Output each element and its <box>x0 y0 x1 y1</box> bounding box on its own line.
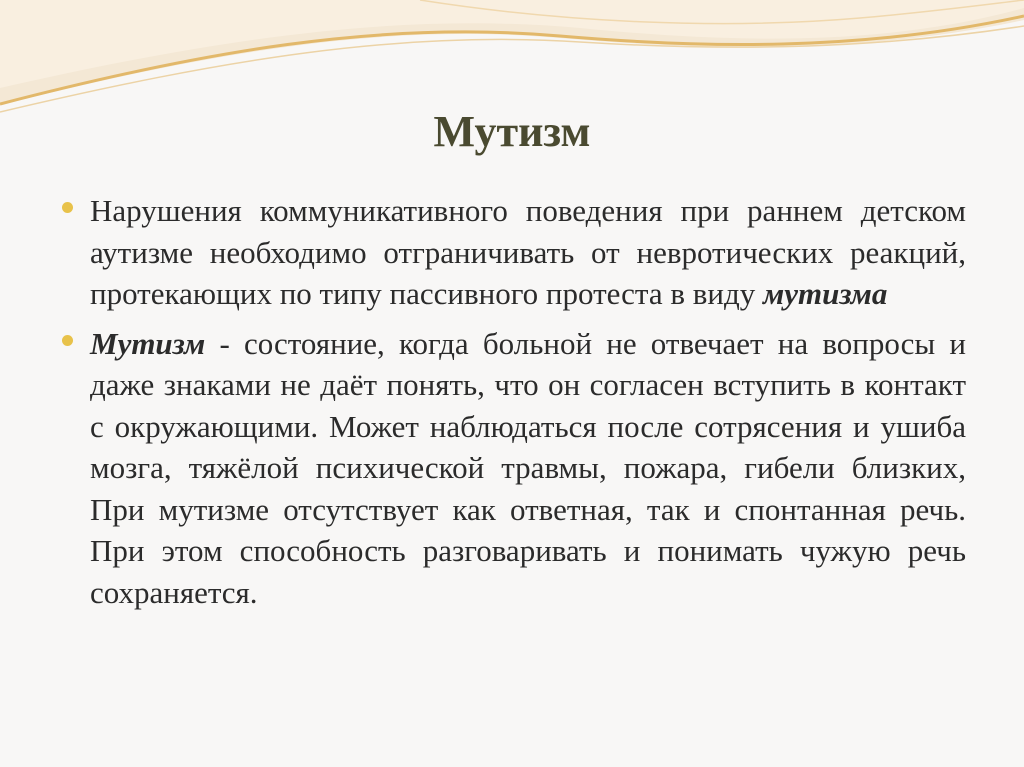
bullet-1-emphasis: мутизма <box>763 276 888 311</box>
slide-title: Мутизм <box>433 107 591 156</box>
bullet-list <box>62 190 966 621</box>
bullet-item-1 <box>62 190 966 315</box>
bullet-item-2 <box>62 323 966 614</box>
wave-fill-front <box>0 0 1024 88</box>
bullet-dot-icon <box>62 335 73 346</box>
bullet-1-text: Нарушения коммуникативного поведения при раннем детском аутизме необходимо отграничивать от невротических реакций, протекающих по типу пассивного протеста в виду <box>90 193 966 311</box>
bullet-2-text: - состояние, когда больной не отвечает на вопросы и даже знаками не даёт понять, что он согласен вступить в контакт с окружающими. Может наблюдаться после сотрясения и ушиба мозга, тяжёлой психической травмы, пожара, гибели близких, При мутизме отсутствует как ответная, так и спонтанная речь. При этом способность разговаривать и понимать чужую речь сохраняется. <box>90 325 966 610</box>
bullet-dot-icon <box>62 202 73 213</box>
bullet-2-emphasis: Мутизм <box>90 325 206 361</box>
